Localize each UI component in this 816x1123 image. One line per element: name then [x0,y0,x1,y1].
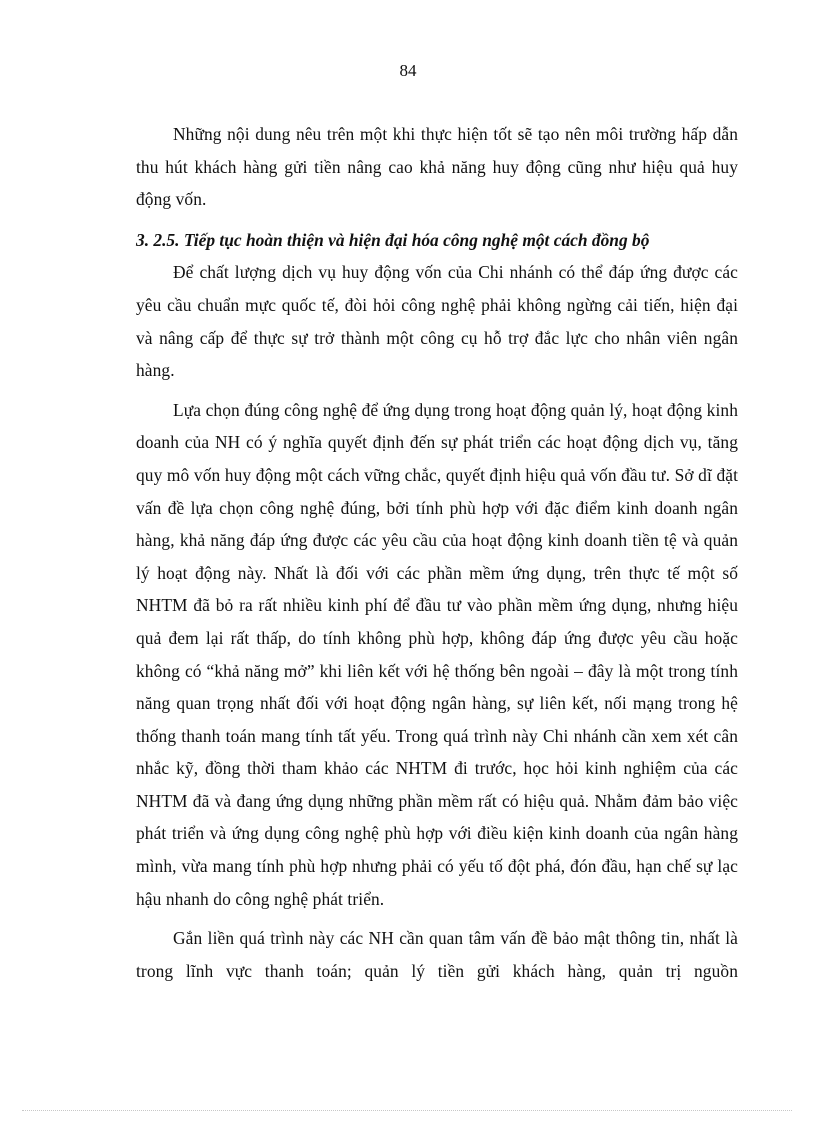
paragraph-4: Gắn liền quá trình này các NH cần quan tâm vấn đề bảo mật thông tin, nhất là trong lĩnh vực thanh toán; quản lý tiền gửi khách hàng, quản trị nguồn [136,928,738,981]
page-number: 84 [399,61,417,80]
paragraph-1: Những nội dung nêu trên một khi thực hiện tốt sẽ tạo nên môi trường hấp dẫn thu hút khách hàng gửi tiền nâng cao khả năng huy động cũng như hiệu quả huy động vốn. [136,124,738,210]
section-heading: 3. 2.5. Tiếp tục hoàn thiện và hiện đại hóa công nghệ một cách đồng bộ [136,229,650,250]
document-body [136,118,738,987]
paragraph-2: Để chất lượng dịch vụ huy động vốn của Chi nhánh có thể đáp ứng được các yêu cầu chuẩn mực quốc tế, đòi hỏi công nghệ phải không ngừng cải tiến, hiện đại và nâng cấp để thực sự trở thành một công cụ hỗ trợ đắc lực cho nhân viên ngân hàng. [136,262,738,381]
page-bottom-divider [22,1110,792,1111]
paragraph-3: Lựa chọn đúng công nghệ để ứng dụng trong hoạt động quản lý, hoạt động kinh doanh của NH có ý nghĩa quyết định đến sự phát triển các hoạt động dịch vụ, tăng quy mô vốn huy động một cách vững chắc, quyết định hiệu quả vốn đầu tư. Sở dĩ đặt vấn đề lựa chọn công nghệ đúng, bởi tính phù hợp với đặc điểm kinh doanh ngân hàng, khả năng đáp ứng được các yêu cầu của hoạt động kinh doanh tiền tệ và quản lý hoạt động này. Nhất là đối với các phần mềm ứng dụng, trên thực tế một số NHTM đã bỏ ra rất nhiều kinh phí để đầu tư vào phần mềm ứng dụng, nhưng hiệu quả đem lại rất thấp, do tính không phù hợp, không đáp ứng được yêu cầu hoặc không có “khả năng mở” khi liên kết với hệ thống bên ngoài – đây là một trong tính năng quan trọng nhất đối với hoạt động ngân hàng, sự liên kết, nối mạng trong hệ thống thanh toán mang tính tất yếu. Trong quá trình này Chi nhánh cần xem xét cân nhắc kỹ, đồng thời tham khảo các NHTM đi trước, học hỏi kinh nghiệm của các NHTM đã và đang ứng dụng những phần mềm rất có hiệu quả. Nhằm đảm bảo việc phát triển và ứng dụng công nghệ phù hợp với điều kiện kinh doanh của ngân hàng mình, vừa mang tính phù hợp nhưng phải có yếu tố đột phá, đón đầu, hạn chế sự lạc hậu nhanh do công nghệ phát triển. [136,399,738,909]
